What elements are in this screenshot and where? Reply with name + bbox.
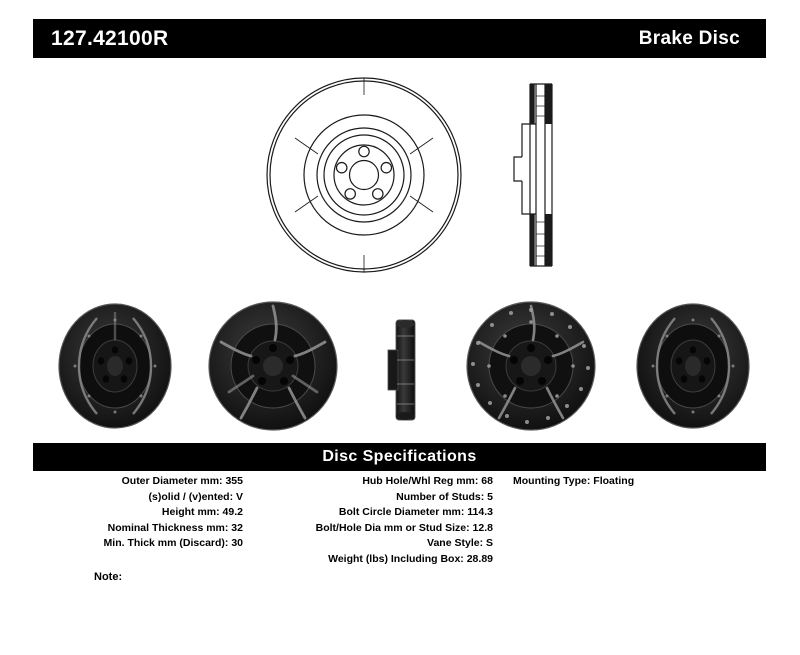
spec-section-title: Disc Specifications — [322, 448, 477, 465]
rotor-photo-angled-right — [623, 296, 763, 436]
spec-column-middle — [251, 474, 493, 567]
spec-item: (s)olid / (v)ented: V — [148, 490, 243, 503]
rotor-photo-angled-left — [45, 296, 185, 436]
rotor-photo-edge-profile — [383, 316, 427, 424]
page-title: Brake Disc — [638, 28, 740, 49]
brake-disc-face-line-drawing — [33, 62, 766, 284]
product-photo-row — [33, 296, 766, 436]
note-row — [94, 571, 122, 583]
note-label: Note: — [94, 571, 123, 583]
line-drawing-area — [33, 62, 766, 284]
specifications — [33, 474, 766, 584]
spec-item: Mounting Type: Floating — [513, 475, 635, 487]
section-shading — [531, 84, 552, 266]
spec-column-left — [33, 474, 243, 552]
rotor-photo-front-slotted — [199, 296, 347, 436]
part-number: 127.42100R — [51, 27, 169, 50]
spec-column-right — [513, 474, 766, 490]
spec-item: Weight (lbs) Including Box: 28.89 — [328, 552, 493, 565]
spec-item: Bolt/Hole Dia mm or Stud Size: 12.8 — [315, 521, 493, 534]
spec-section-header — [33, 443, 766, 471]
spec-item: Vane Style: S — [427, 537, 493, 549]
spec-item: Min. Thick mm (Discard): 30 — [103, 537, 243, 549]
spec-item: Number of Studs: 5 — [396, 490, 493, 503]
header-bar — [33, 19, 766, 58]
rotor-photo-front-drilled-slotted — [457, 296, 605, 436]
spec-item: Nominal Thickness mm: 32 — [107, 521, 243, 534]
spec-item: Height mm: 49.2 — [161, 506, 243, 518]
spec-item: Outer Diameter mm: 355 — [121, 475, 243, 487]
spec-item: Hub Hole/Whl Reg mm: 68 — [362, 475, 493, 487]
spec-item: Bolt Circle Diameter mm: 114.3 — [338, 506, 493, 518]
